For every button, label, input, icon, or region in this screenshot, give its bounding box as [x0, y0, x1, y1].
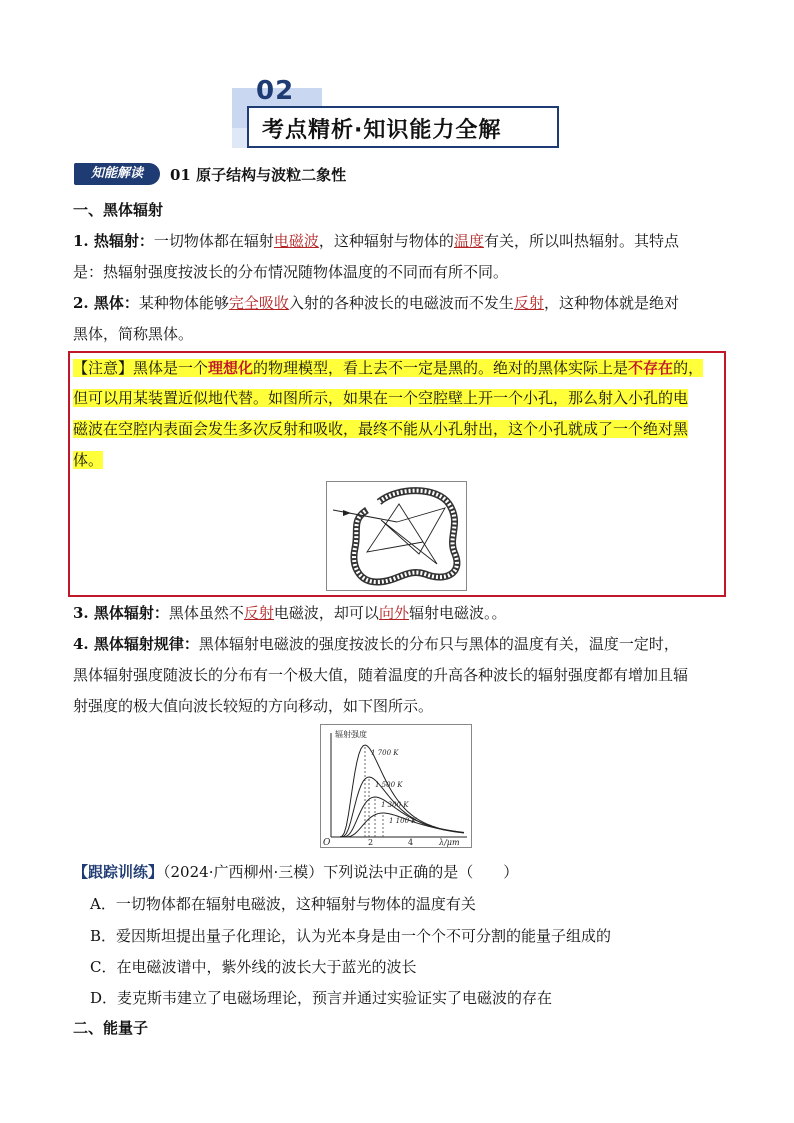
series-label: 1 100 K	[389, 817, 417, 825]
paragraph-radiation-law: 4. 黑体辐射规律：黑体辐射电磁波的强度按波长的分布只与黑体的温度有关，温度一定时，	[73, 635, 679, 653]
part1-heading: 一、黑体辐射	[73, 201, 164, 219]
reflected-rays	[367, 504, 445, 564]
paragraph-radiation-law-3: 射强度的极大值向波长较短的方向移动，如下图所示。	[73, 697, 434, 715]
option-d[interactable]: D．麦克斯韦建立了电磁场理论，预言并通过实验证实了电磁波的存在	[90, 989, 553, 1007]
option-b[interactable]: B．爱因斯坦提出量子化理论，认为光本身是由一个个不可分割的能量子组成的	[90, 927, 612, 945]
series-label: 1 300 K	[381, 801, 409, 809]
paragraph-blackbody-radiation: 3. 黑体辐射：黑体虽然不反射电磁波，却可以向外辐射电磁波。。	[73, 604, 507, 622]
exercise-stem: 【跟踪训练】（2024·广西柳州·三模）下列说法中正确的是（ ）	[73, 863, 519, 881]
paragraph-radiation-law-2: 黑体辐射强度随波长的分布有一个极大值，随着温度的升高各种波长的辐射强度都有增加且辐	[73, 666, 689, 684]
paragraph-thermal-radiation: 1. 热辐射：一切物体都在辐射电磁波，这种辐射与物体的温度有关，所以叫热辐射。其特点	[73, 232, 679, 250]
y-axis-label: 辐射强度	[335, 730, 367, 739]
x-axis-label: λ/μm	[439, 838, 460, 847]
cavity-figure	[326, 481, 467, 591]
ray-arrow	[343, 510, 351, 516]
section-number: 02	[256, 76, 295, 106]
note-line-2: 但可以用某装置近似地代替。如图所示，如果在一个空腔壁上开一个小孔，那么射入小孔的电	[73, 389, 689, 407]
series-label: 1 700 K	[371, 749, 399, 757]
cavity-wall	[354, 491, 457, 582]
page-title: 考点精析·知识能力全解	[262, 118, 502, 143]
note-line-4: 体。	[73, 451, 104, 469]
option-a[interactable]: A．一切物体都在辐射电磁波，这种辐射与物体的温度有关	[90, 895, 476, 913]
paragraph-thermal-radiation-cont: 是：热辐射强度按波长的分布情况随物体温度的不同而有所不同。	[73, 263, 509, 281]
note-line-3: 磁波在空腔内表面会发生多次反射和吸收，最终不能从小孔射出，这个小孔就成了一个绝对黑	[73, 420, 689, 438]
cavity-wall-hatch	[354, 491, 457, 582]
radiation-chart	[320, 724, 472, 848]
paragraph-blackbody-cont: 黑体，简称黑体。	[73, 325, 194, 343]
section-tag: 知能解读	[74, 163, 160, 185]
part2-heading: 二、能量子	[73, 1019, 149, 1037]
series-label: 1 500 K	[375, 781, 403, 789]
note-line-1: 【注意】黑体是一个理想化的物理模型，看上去不一定是黑的。绝对的黑体实际上是不存在的，	[73, 359, 704, 377]
radiation-chart-svg	[321, 725, 471, 847]
origin-label: O	[323, 838, 331, 847]
option-c[interactable]: C．在电磁波谱中，紫外线的波长大于蓝光的波长	[90, 958, 417, 976]
section-title: 01 原子结构与波粒二象性	[170, 166, 347, 184]
cavity-diagram	[327, 482, 466, 590]
x-tick-label: 2	[368, 838, 374, 847]
x-tick-label: 4	[408, 838, 414, 847]
paragraph-blackbody: 2. 黑体：某种物体能够完全吸收入射的各种波长的电磁波而不发生反射，这种物体就是绝对	[73, 294, 679, 312]
